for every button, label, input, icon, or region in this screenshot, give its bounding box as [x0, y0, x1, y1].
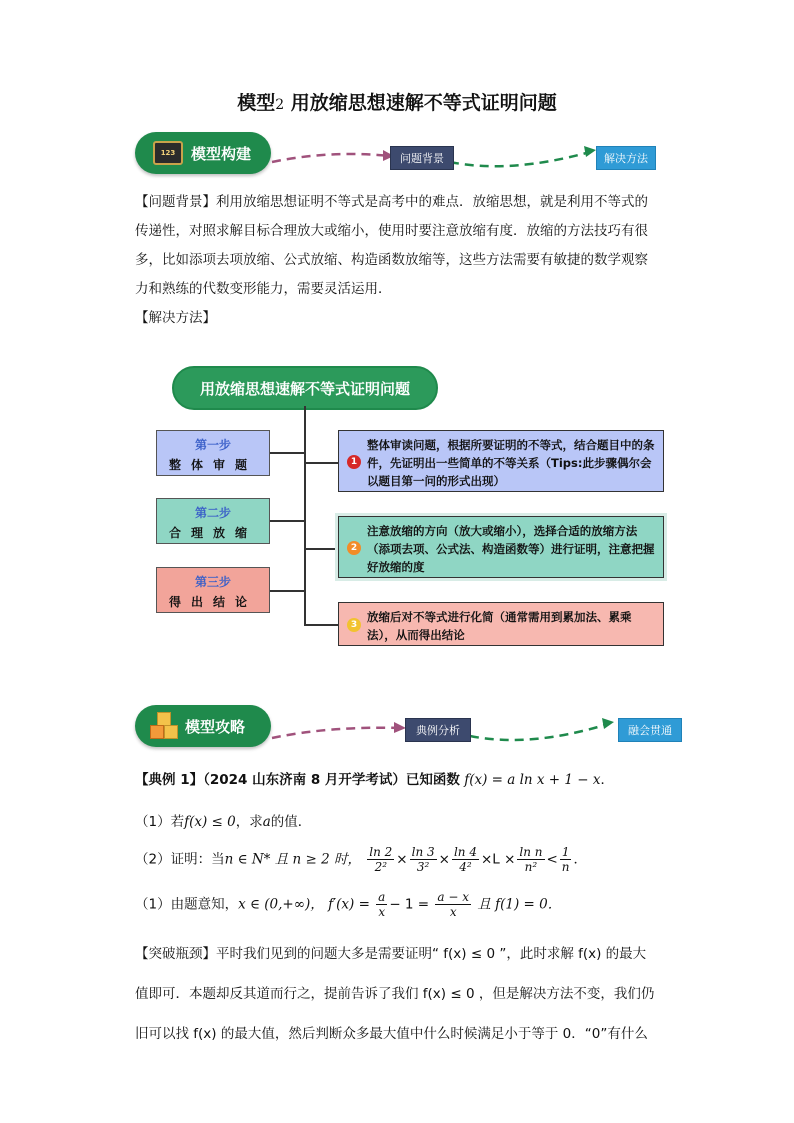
question-1: （1）若f(x) ≤ 0，求a的值．	[135, 814, 312, 830]
breakthrough-line: 旧可以找 f(x) 的最大值，然后判断众多最大值中什么时候满足小于等于 0．“0”有什么	[135, 1026, 648, 1042]
background-line: 【问题背景】利用放缩思想证明不等式是高考中的难点．放缩思想，就是利用不等式的	[135, 194, 648, 210]
number-badge-icon: 2	[347, 541, 361, 555]
method-label: 【解决方法】	[135, 310, 216, 326]
chalkboard-icon: 123	[153, 141, 183, 165]
background-line: 力和熟练的代数变形能力，需要灵活运用．	[135, 281, 392, 297]
breakthrough-paragraph	[135, 934, 665, 1054]
number-badge-icon: 1	[347, 455, 361, 469]
number-badge-icon: 3	[347, 618, 361, 632]
tag-mastery: 融会贯通	[618, 718, 682, 742]
breakthrough-line: 值即可．本题却反其道而行之，提前告诉了我们 f(x) ≤ 0 ，但是解决方法不变，我们仍	[135, 986, 655, 1002]
section-pill-model-build: 123 模型构建	[135, 132, 271, 174]
section-pill-model-strategy: 模型攻略	[135, 705, 271, 747]
background-paragraph	[135, 188, 665, 333]
background-line: 多，比如添项去项放缩、公式放缩、构造函数放缩等，这些方法需要有敏捷的数学观察	[135, 252, 648, 268]
step-3: 第三步 得出结论	[156, 567, 270, 613]
step-box-3: 3 放缩后对不等式进行化简（通常需用到累加法、累乘法），从而得出结论	[338, 602, 664, 646]
step-box-1: 1 整体审读问题，根据所要证明的不等式，结合题目中的条件，先证明出一些简单的不等关系（Tips:此步骤偶尔会以题目第一问的形式出现）	[338, 430, 664, 492]
background-line: 传递性，对照求解目标合理放大或缩小，使用时要注意放缩有度．放缩的方法技巧有很	[135, 223, 648, 239]
solution-1: （1）由题意知，x ∈ (0,+∞)， f′(x) = $\frac{a}{x}$ − 1 = $\frac{a - x}{x}$ 且 f(1) = 0．	[135, 890, 562, 919]
question-2: （2）证明：当n ∈ N* 且 n ≥ 2 时， $\frac{\ln 2}{\text{2²}}$ × $\frac{\ln 3}{\text{3²}}$ × $\frac{\ln 4}{\text{4²}}$ ×L × $\frac{\text{ln n}}{\text{n²}}$ < $\frac{1}{n}$ ．	[135, 845, 587, 874]
abc-blocks-icon	[149, 712, 177, 740]
step-2: 第二步 合理放缩	[156, 498, 270, 544]
example-heading: 【典例 1】（2024 山东济南 8 月开学考试）已知函数 f(x) = a ln x + 1 − x．	[135, 772, 615, 788]
page-title: 模型2 用放缩思想速解不等式证明问题	[237, 92, 557, 114]
step-box-2: 2 注意放缩的方向（放大或缩小），选择合适的放缩方法（添项去项、公式法、构造函数等）进行证明，注意把握好放缩的度	[338, 516, 664, 578]
tag-problem-background: 问题背景	[390, 146, 454, 170]
tag-example-analysis: 典例分析	[405, 718, 471, 742]
breakthrough-line: 【突破瓶颈】平时我们见到的问题大多是需要证明“ f(x) ≤ 0 ”，此时求解 f(x) 的最大	[135, 946, 647, 962]
diagram-title: 用放缩思想速解不等式证明问题	[172, 366, 438, 410]
step-1: 第一步 整体审题	[156, 430, 270, 476]
tag-solution-method: 解决方法	[596, 146, 656, 170]
